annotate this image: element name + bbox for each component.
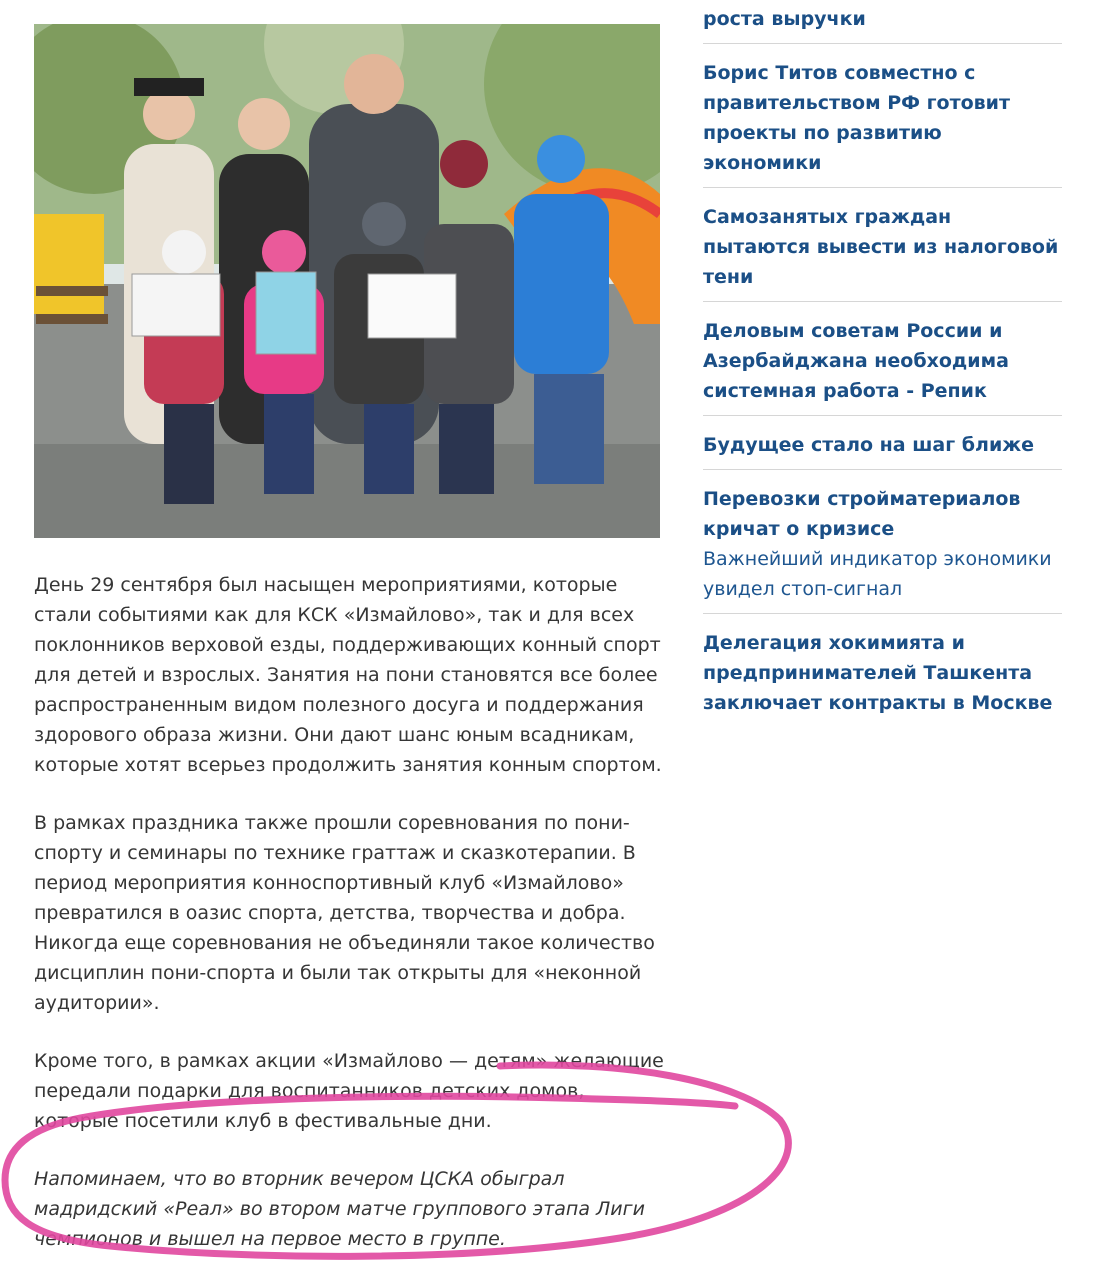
news-item (703, 430, 1062, 470)
news-link[interactable]: роста выручки (703, 8, 866, 30)
news-item (703, 202, 1062, 302)
news-item (703, 0, 1062, 44)
article-paragraph: Кроме того, в рамках акции «Измайлово — детям» желающие передали подарки для воспитанников детских домов, которые посетили клуб в фестивальные дни. (34, 1050, 664, 1132)
article-body (34, 570, 674, 1280)
article-paragraph: День 29 сентября был насыщен мероприятиями, которые стали событиями как для КСК «Измайлово», так и для всех поклонников верховой езды, поддерживающих конный спорт для детей и взрослых. Занятия на пони становятся все более распространенным видом полезного досуга и поддержания здорового образа жизни. Они дают шанс юным всадникам, которые хотят всерьез продолжить занятия конным спортом. (34, 574, 662, 776)
article-photo (34, 24, 660, 538)
news-link[interactable]: Будущее стало на шаг ближе (703, 434, 1035, 456)
news-link[interactable]: Борис Титов совместно с правительством РФ готовит проекты по развитию экономики (703, 62, 1010, 174)
news-link[interactable]: Деловым советам России и Азербайджана необходима системная работа - Репик (703, 320, 1009, 402)
news-item (703, 484, 1062, 614)
news-subtitle-link[interactable]: Важнейший индикатор экономики увидел стоп-сигнал (703, 548, 1052, 600)
article-note: Напоминаем, что во вторник вечером ЦСКА обыграл мадридский «Реал» во втором матче группового этапа Лиги чемпионов и вышел на первое место в группе. (34, 1168, 645, 1250)
related-news-sidebar (703, 0, 1062, 741)
news-link[interactable]: Самозанятых граждан пытаются вывести из налоговой тени (703, 206, 1059, 288)
article-photo-image (34, 24, 660, 538)
article-paragraph: В рамках праздника также прошли соревнования по пони-спорту и семинары по технике граттаж и сказкотерапии. В период мероприятия конноспортивный клуб «Измайлово» превратился в оазис спорта, детства, творчества и добра. Никогда еще соревнования не объединяли такое количество дисциплин пони-спорта и были так открыты для «неконной аудитории». (34, 812, 655, 1014)
news-item (703, 58, 1062, 188)
article (34, 24, 664, 1250)
news-link[interactable]: Перевозки стройматериалов кричат о кризисе (703, 488, 1021, 540)
news-item (703, 316, 1062, 416)
news-link[interactable]: Делегация хокимията и предпринимателей Ташкента заключает контракты в Москве (703, 632, 1053, 714)
news-item (703, 628, 1062, 727)
